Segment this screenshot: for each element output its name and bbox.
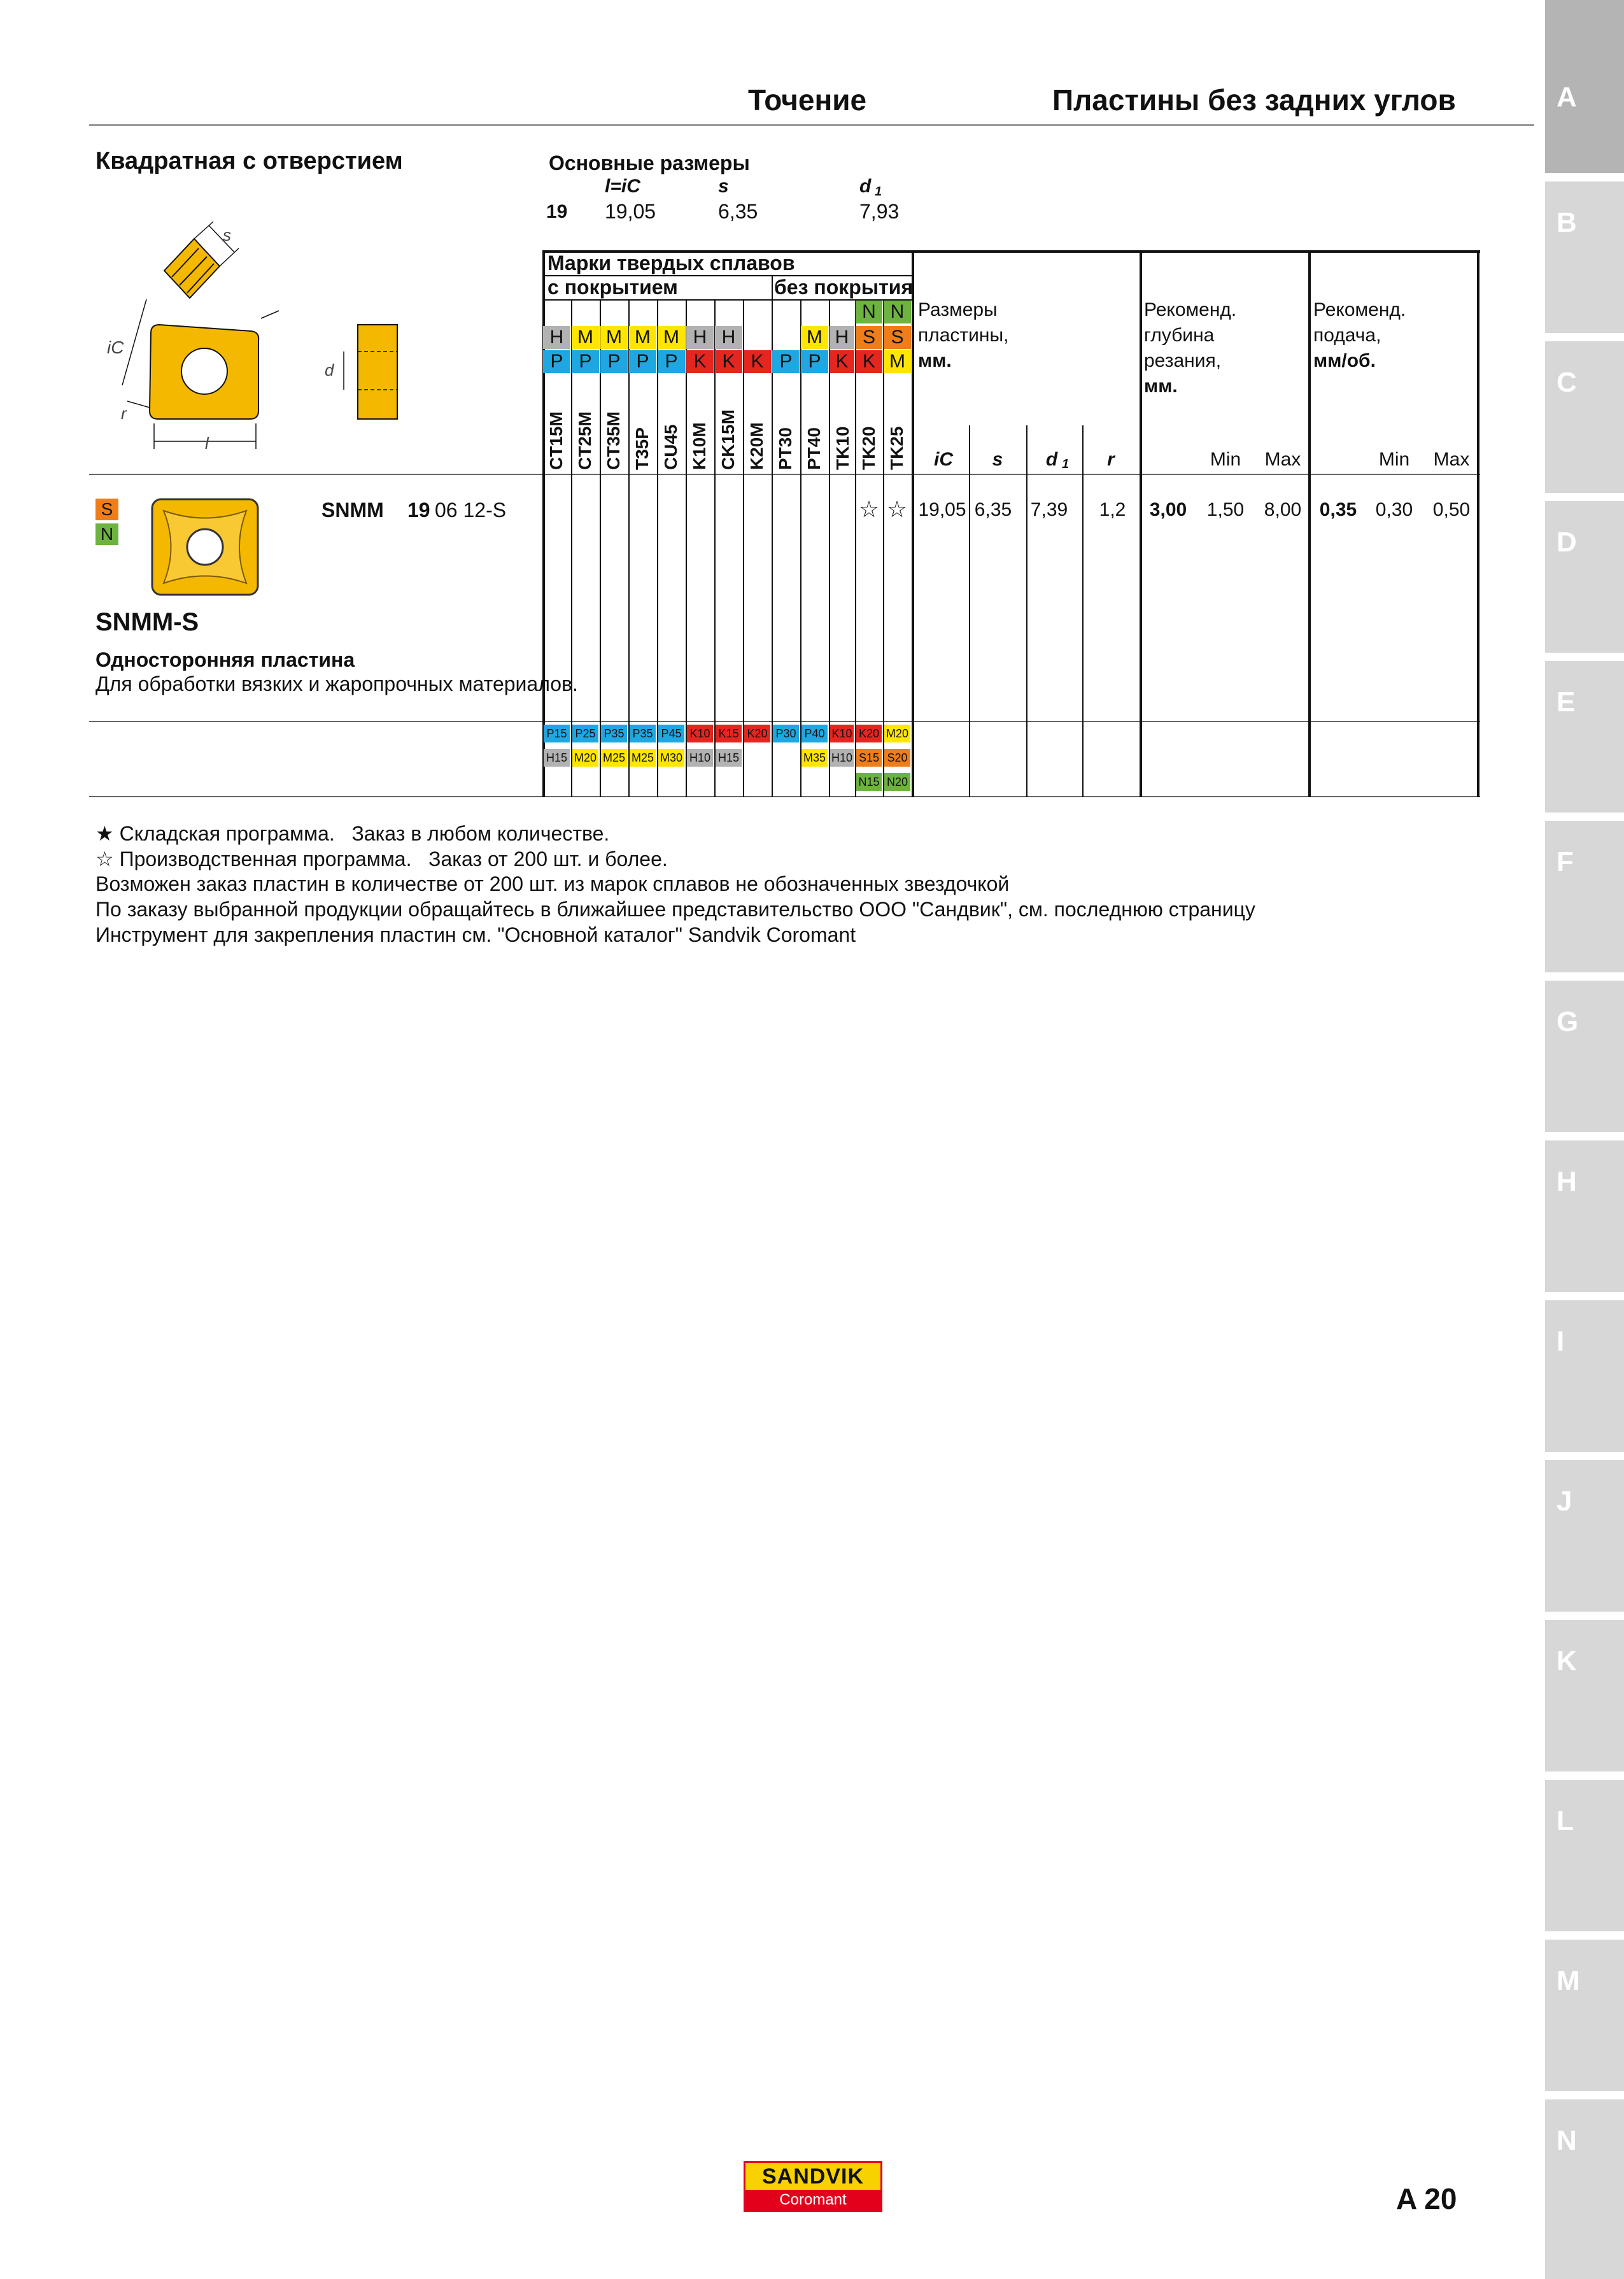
col-d-header-sub: 1 [1062, 457, 1070, 471]
grade-iso-cell: P [600, 350, 628, 373]
insert-top-view [122, 299, 279, 449]
depth-title-3: резания, [1144, 350, 1222, 371]
application-swatch [744, 773, 770, 791]
basic-dims-title: Основные размеры [549, 152, 750, 174]
grade-iso-cell: K [686, 350, 714, 373]
value-depth-max: 8,00 [1264, 499, 1302, 520]
application-swatch [744, 749, 770, 767]
grade-name-ct35m: CT35M [604, 411, 623, 470]
grades-title: Марки твердых сплавов [547, 252, 795, 274]
application-swatch: M25 [601, 749, 627, 767]
side-tab-k[interactable]: K [1545, 1620, 1624, 1771]
application-swatch [687, 773, 713, 791]
grade-column-line [628, 301, 630, 797]
page-number: A 20 [1396, 2182, 1457, 2215]
application-swatch: H15 [544, 749, 570, 767]
grade-iso-cell [686, 301, 714, 323]
bottom-divider-1 [89, 721, 1480, 722]
grade-column-line [883, 299, 884, 797]
value-d: 7,39 [1030, 499, 1068, 520]
product-code[interactable]: SNMM [321, 499, 384, 522]
side-tab-d[interactable]: D [1545, 501, 1624, 653]
product-desc: Для обработки вязких и жаропрочных материалов. [95, 672, 578, 695]
basic-dims-col-s: s [718, 176, 729, 197]
grade-iso-cell: P [629, 350, 656, 373]
note-contact: По заказу выбранной продукции обращайтесь в ближайшее представительство ООО "Сандвик", см. последнюю страницу [95, 898, 1255, 921]
application-swatch: N20 [884, 773, 910, 791]
drawing-label-s: s [223, 225, 231, 245]
grade-iso-cell [772, 326, 800, 349]
grade-iso-cell [715, 301, 742, 323]
application-swatch: N15 [856, 773, 882, 791]
coated-label: с покрытием [547, 276, 678, 299]
grade-column-line [571, 301, 572, 797]
application-swatch: H10 [687, 749, 713, 767]
grade-column-line [743, 301, 744, 797]
basic-dims-s: 6,35 [718, 200, 758, 223]
application-swatch: P30 [773, 725, 799, 742]
table-right-border [1477, 250, 1479, 797]
grade-name-tk10: TK10 [833, 426, 852, 470]
grade-iso-cell: N [856, 301, 882, 323]
side-tab-h[interactable]: H [1545, 1140, 1624, 1292]
uncoated-label: без покрытия [774, 276, 914, 299]
feed-title-1: Рекоменд. [1313, 299, 1406, 320]
grade-iso-cell: M [658, 326, 685, 349]
note-min-order: Возможен заказ пластин в количестве от 200 шт. из марок сплавов не обозначенных звездочкой [95, 872, 1010, 895]
side-tab-b[interactable]: B [1545, 181, 1624, 333]
grade-column-line [657, 301, 658, 797]
application-swatch [572, 773, 598, 791]
grade-column-line [714, 301, 716, 797]
application-swatch: H10 [830, 749, 854, 767]
depth-title-1: Рекоменд. [1144, 299, 1237, 320]
product-size: 19 [407, 499, 430, 522]
grade-name-tk20: TK20 [859, 426, 879, 470]
side-tab-l[interactable]: L [1545, 1780, 1624, 1931]
basic-dims-size: 19 [546, 201, 568, 222]
bottom-divider-2 [89, 796, 1480, 797]
basic-dims-col-l: l=iC [605, 176, 640, 197]
value-r: 1,2 [1099, 499, 1126, 520]
application-swatch: K10 [687, 725, 713, 742]
grade-name-k10m: K10M [689, 422, 709, 470]
drawing-label-l: l [205, 434, 209, 453]
dims-title-1: Размеры [918, 299, 998, 320]
grade-name-pt40: PT40 [804, 427, 824, 470]
grade-iso-cell: K [715, 350, 742, 373]
sandvik-logo [744, 2161, 882, 2212]
grade-column-line [600, 301, 601, 797]
insert-drawing [89, 217, 420, 465]
grade-iso-cell: M [629, 326, 656, 349]
grade-name-ct25m: CT25M [575, 411, 595, 470]
feed-max-header: Max [1433, 449, 1470, 470]
grade-column-line [829, 301, 830, 797]
application-swatch: P15 [544, 725, 570, 742]
basic-dims-l: 19,05 [605, 200, 656, 223]
application-swatch: M20 [572, 749, 598, 767]
dims-title-2: пластины, [918, 325, 1009, 346]
product-code-rest: 06 12-S [435, 499, 507, 522]
grade-name-tk25: TK25 [887, 426, 907, 470]
availability-tk20: ☆ [858, 496, 880, 522]
grade-name-k20m: K20M [747, 422, 766, 470]
application-swatch [658, 773, 684, 791]
application-swatch: P35 [630, 725, 656, 742]
grade-iso-cell [772, 301, 800, 323]
grade-iso-cell: N [884, 301, 911, 323]
side-tab-c[interactable]: C [1545, 341, 1624, 493]
side-tab-n[interactable]: N [1545, 2099, 1624, 2279]
grade-iso-cell: H [715, 326, 742, 349]
logo-top: SANDVIK [745, 2163, 880, 2190]
depth-left-border [1140, 250, 1142, 797]
depth-title-2: глубина [1144, 325, 1215, 346]
grade-iso-cell [744, 301, 771, 323]
grade-name-t35p: T35P [632, 427, 652, 470]
application-swatch [601, 773, 627, 791]
side-tab-g[interactable]: G [1545, 981, 1624, 1132]
depth-min-header: Min [1210, 449, 1241, 470]
side-tab-m[interactable]: M [1545, 1940, 1624, 2091]
grade-iso-cell: S [884, 326, 911, 349]
row-divider [89, 474, 1480, 475]
grade-iso-cell [744, 326, 771, 349]
page-title: Пластины без задних углов [1052, 83, 1456, 117]
grade-iso-cell [830, 301, 854, 323]
grade-right-border [912, 250, 914, 797]
grade-iso-cell [629, 301, 656, 323]
feed-min-header: Min [1378, 449, 1410, 470]
product-desc-title: Односторонняя пластина [95, 648, 355, 671]
application-swatch: P35 [601, 725, 627, 742]
basic-dims-col-d-sub: 1 [875, 185, 882, 199]
grade-iso-cell: H [543, 326, 570, 349]
grade-iso-cell: H [686, 326, 714, 349]
feed-left-border [1308, 250, 1311, 797]
depth-title-4: мм. [1144, 376, 1178, 397]
basic-dims-d: 7,93 [859, 200, 900, 223]
note-production: ☆ Производственная программа. Заказ от 200 шт. и более. [95, 848, 668, 870]
grade-iso-cell: P [658, 350, 685, 373]
grade-name-pt30: PT30 [775, 427, 795, 470]
product-name: SNMM-S [95, 608, 199, 636]
application-swatch: P45 [658, 725, 684, 742]
application-swatch: K20 [744, 725, 770, 742]
grade-name-cu45: CU45 [661, 424, 681, 470]
dims-column-line [1082, 425, 1084, 797]
iso-badge-s: S [95, 499, 118, 520]
grade-iso-cell: K [830, 350, 854, 373]
col-r-header: r [1107, 449, 1115, 470]
grade-iso-cell: S [856, 326, 882, 349]
value-ic: 19,05 [918, 499, 966, 520]
application-swatch: P25 [572, 725, 598, 742]
application-swatch: M35 [801, 749, 828, 767]
application-swatch: K15 [716, 725, 742, 742]
grade-iso-cell: P [543, 350, 570, 373]
header-rule [89, 124, 1534, 126]
side-tab-f[interactable]: F [1545, 821, 1624, 972]
col-s-header: s [992, 449, 1003, 470]
grade-column-line [800, 301, 801, 797]
application-swatch [773, 749, 799, 767]
note-stock: ★ Складская программа. Заказ в любом количестве. [95, 822, 610, 845]
logo-bottom: Coromant [779, 2191, 847, 2208]
grade-iso-cell [543, 301, 570, 323]
grade-iso-cell: K [744, 350, 771, 373]
value-depth-rec: 3,00 [1149, 499, 1187, 520]
grade-column-line [855, 301, 856, 797]
application-swatch: M30 [658, 749, 684, 767]
depth-max-header: Max [1264, 449, 1301, 470]
grade-iso-cell [600, 301, 628, 323]
application-swatch: S15 [856, 749, 882, 767]
feed-title-2: подача, [1313, 325, 1381, 346]
iso-badge-n: N [95, 523, 118, 545]
value-feed-min: 0,30 [1375, 499, 1413, 520]
grade-iso-cell: M [801, 326, 828, 349]
grade-iso-cell: M [572, 326, 599, 349]
col-d-header: d [1045, 449, 1058, 470]
grade-iso-cell: P [772, 350, 800, 373]
value-depth-min: 1,50 [1206, 499, 1245, 520]
application-swatch: H15 [716, 749, 742, 767]
application-swatch: M25 [630, 749, 656, 767]
grade-name-ct15m: CT15M [546, 411, 566, 470]
application-swatch: K10 [830, 725, 854, 742]
insert-image [150, 497, 261, 599]
dims-column-line [1026, 425, 1027, 797]
col-ic-header: iC [934, 449, 953, 470]
application-swatch: K20 [856, 725, 882, 742]
dims-title-3: мм. [918, 350, 952, 371]
grade-iso-cell: K [856, 350, 882, 373]
grade-iso-cell [801, 301, 828, 323]
grade-iso-cell: M [884, 350, 911, 373]
availability-tk25: ☆ [886, 496, 908, 522]
value-feed-max: 0,50 [1432, 499, 1471, 520]
application-swatch: P40 [801, 725, 828, 742]
grade-iso-cell [658, 301, 685, 323]
drawing-label-d1: d [325, 360, 334, 380]
note-toolholders: Инструмент для закрепления пластин см. "Основной каталог" Sandvik Coromant [95, 923, 856, 946]
application-swatch [830, 773, 854, 791]
side-tab-j[interactable]: J [1545, 1460, 1624, 1612]
grade-iso-cell: P [572, 350, 599, 373]
insert-section-view [344, 325, 397, 419]
grade-iso-cell [572, 301, 599, 323]
feed-title-3: мм/об. [1313, 350, 1376, 371]
grade-iso-cell: P [801, 350, 828, 373]
grade-column-line [686, 301, 687, 797]
drawing-label-re: r [121, 404, 127, 423]
basic-dims-col-d: d [859, 176, 872, 197]
section-title: Точение [748, 83, 867, 117]
insert-shape-title: Квадратная с отверстием [95, 148, 403, 174]
grade-iso-cell: M [600, 326, 628, 349]
application-swatch [544, 773, 570, 791]
drawing-label-ic: iC [107, 337, 124, 357]
grade-iso-cell: H [830, 326, 854, 349]
application-swatch: M20 [884, 725, 910, 742]
grade-name-ck15m: CK15M [718, 409, 738, 470]
application-swatch [801, 773, 828, 791]
application-swatch [630, 773, 656, 791]
value-s: 6,35 [974, 499, 1012, 520]
dims-column-line [969, 425, 970, 797]
side-tab-e[interactable]: E [1545, 661, 1624, 813]
application-swatch [773, 773, 799, 791]
application-swatch [716, 773, 742, 791]
application-swatch: S20 [884, 749, 910, 767]
side-tab-a[interactable]: A [1545, 0, 1624, 173]
side-tab-i[interactable]: I [1545, 1300, 1624, 1452]
value-feed-rec: 0,35 [1319, 499, 1357, 520]
